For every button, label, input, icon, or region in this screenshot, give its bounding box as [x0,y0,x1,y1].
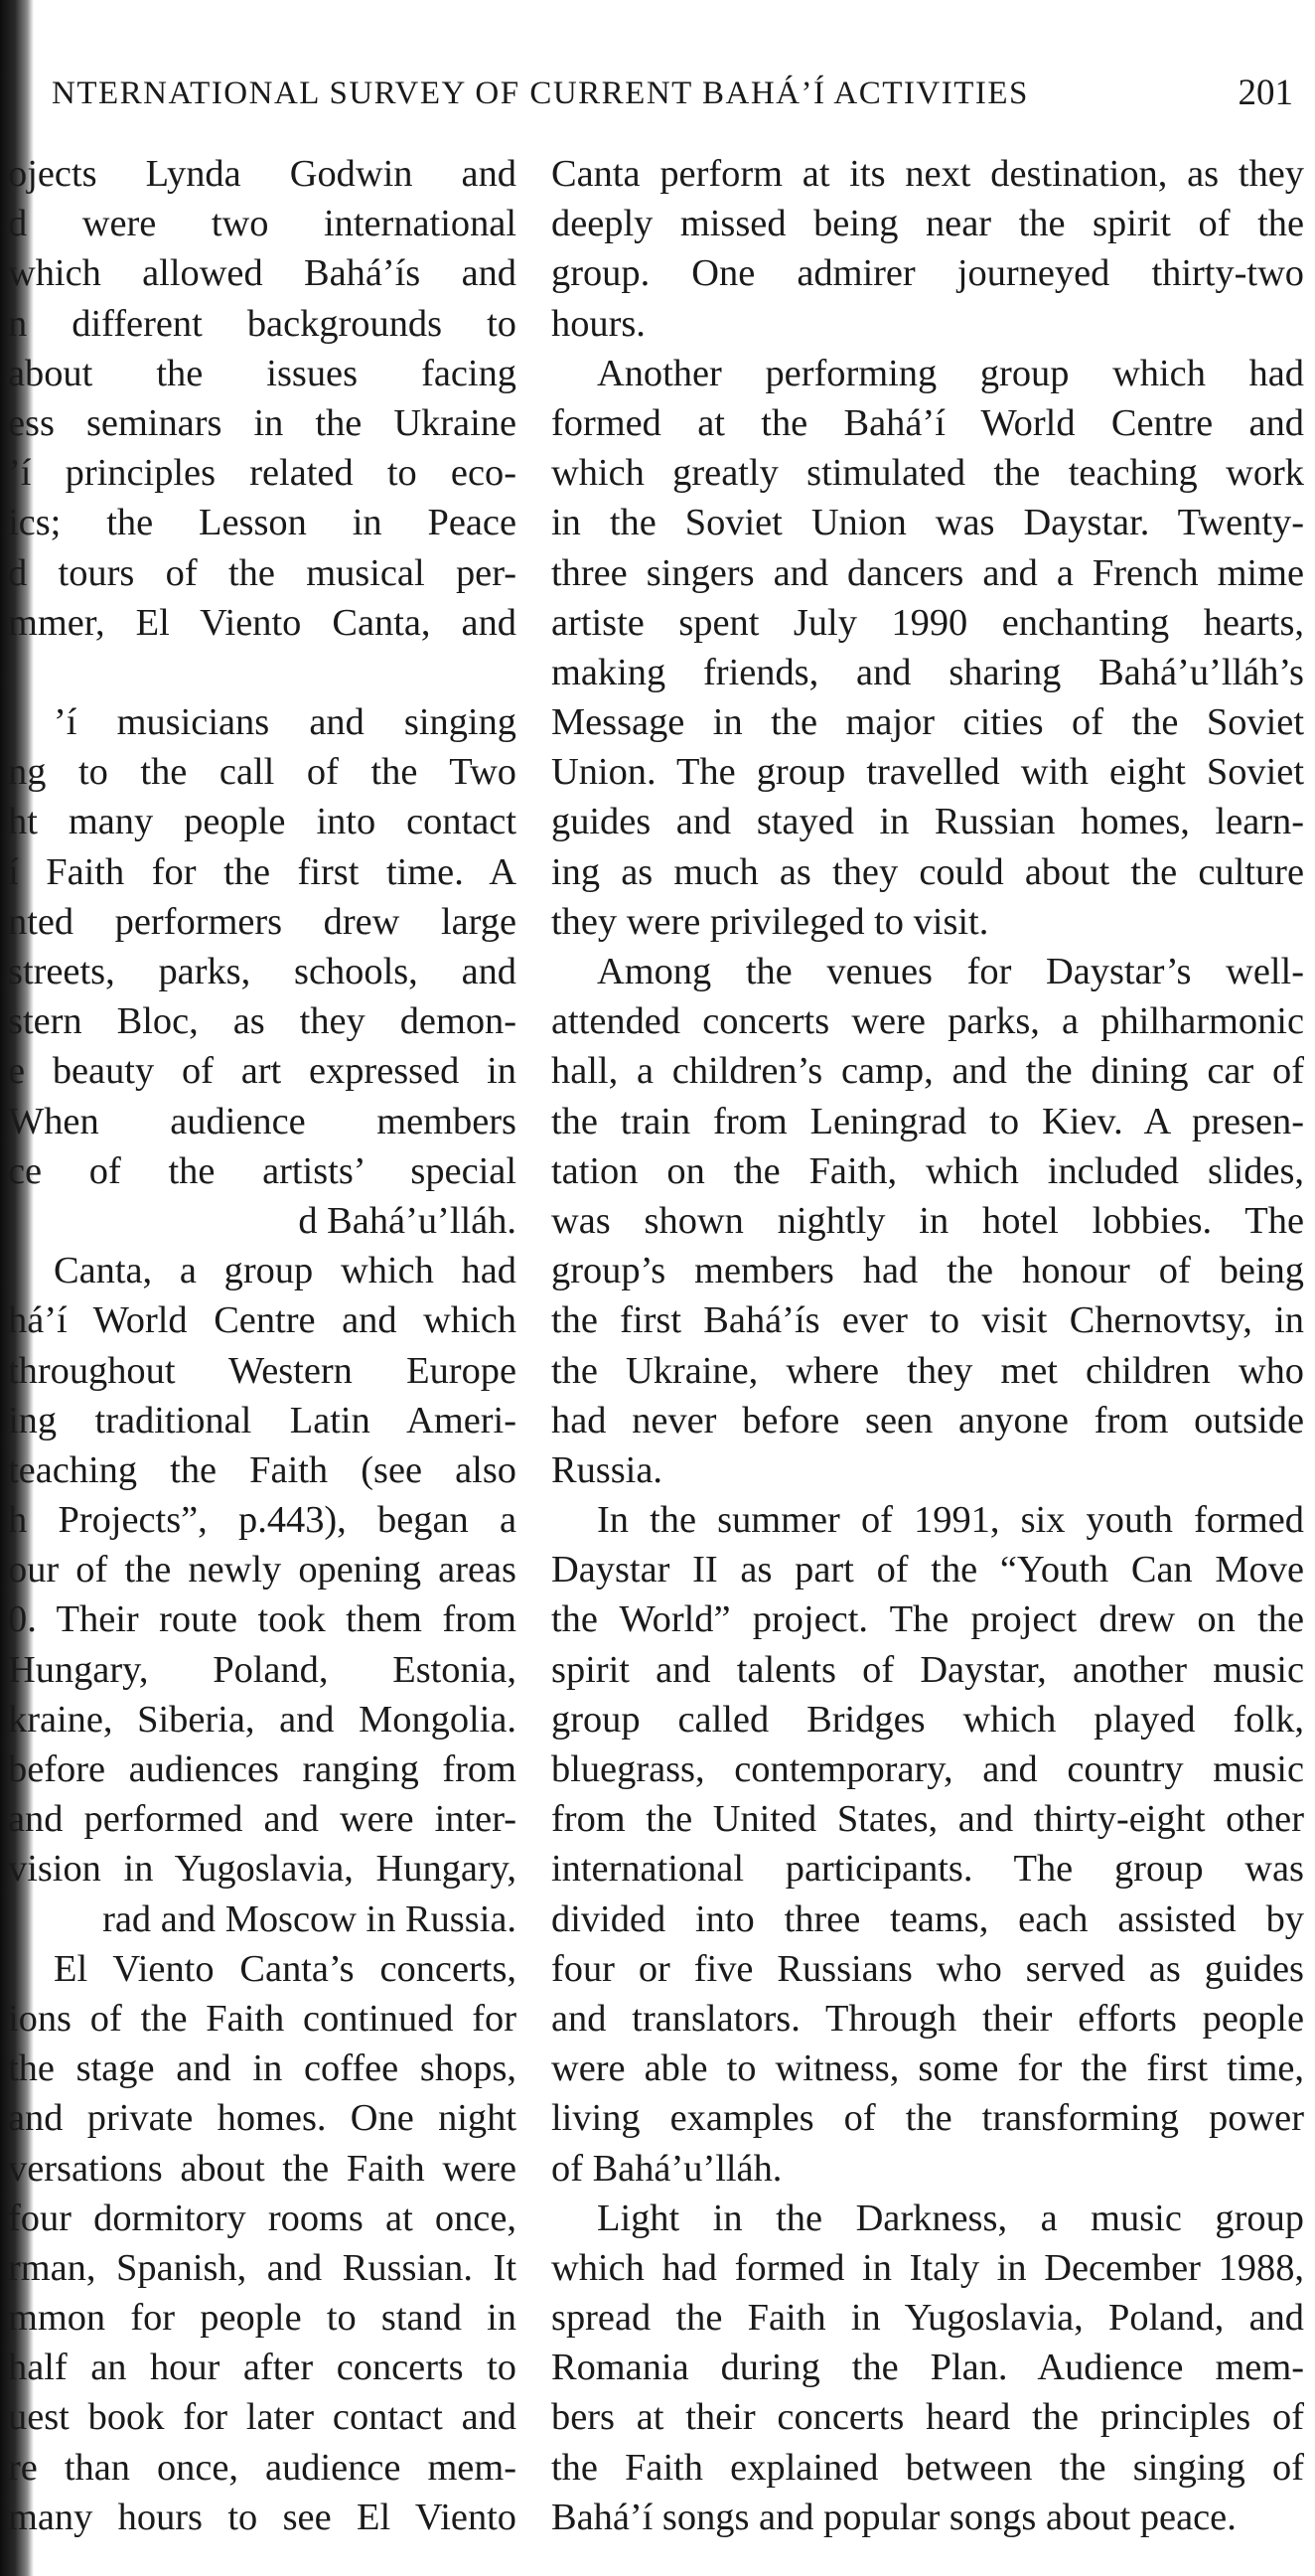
text-line: Russia. [551,1448,662,1491]
line-text: our of the newly opening areas [8,1549,516,1591]
text-line: divided into three teams, each assisted by [551,1897,1304,1940]
text-line: hours. [551,302,646,345]
text-line [8,2343,516,2392]
text-line [8,897,516,947]
line-text: about the issues facing [8,352,516,394]
text-line [8,598,516,648]
text-line: from the United States, and thirty-eight other [551,1798,1304,1841]
right-text-column [551,149,1304,2542]
line-text: mmon for people to stand in [8,2297,516,2340]
text-line: deeply missed being near the spirit of the [551,203,1304,245]
text-line: ing as much as they could about the culture [551,850,1304,893]
text-line: Daystar II as part of the “Youth Can Move [551,1549,1304,1591]
text-line [8,847,516,897]
text-line [8,2392,516,2442]
text-line: Romania during the Plan. Audience mem- [551,2347,1304,2389]
text-line [8,797,516,846]
text-line [8,1046,516,1096]
line-text: ng to the call of the Two [8,751,516,794]
line-text: and private homes. One night [8,2097,516,2140]
line-text: nted performers drew large [8,900,516,943]
line-text: which allowed Bahá’ís and [8,252,516,295]
running-title: NTERNATIONAL SURVEY OF CURRENT BAHÁ’Í ACTIVITIES [52,76,1029,111]
text-line: bluegrass, contemporary, and country music [551,1748,1304,1790]
line-text: kraine, Siberia, and Mongolia. [8,1698,516,1741]
line-text: many hours to see El Viento [8,2496,516,2538]
text-line: four or five Russians who served as guides [551,1947,1304,1990]
text-line [8,1744,516,1794]
text-line: and translators. Through their efforts people [551,1997,1304,2040]
line-text: ess seminars in the Ukraine [8,401,516,444]
text-line [8,1944,516,1994]
text-line [8,149,516,199]
text-line: bers at their concerts heard the principles of [551,2396,1304,2439]
text-line [8,1196,516,1246]
text-line [8,947,516,996]
text-line: Union. The group travelled with eight Soviet [551,751,1304,794]
text-line [8,299,516,349]
line-text: h Projects”, p.443), began a [8,1499,516,1542]
line-text: throughout Western Europe [8,1349,516,1392]
text-line: Message in the major cities of the Soviet [551,701,1304,744]
text-line [8,697,516,747]
line-text: ing traditional Latin Ameri- [8,1399,516,1441]
line-text: d Bahá’u’lláh. [298,1199,516,1242]
text-line [8,1894,516,1944]
text-line: formed at the Bahá’í World Centre and [551,401,1304,444]
line-text: ics; the Lesson in Peace [8,502,516,544]
text-line: international participants. The group was [551,1848,1304,1891]
text-line: had never before seen anyone from outside [551,1399,1304,1441]
text-line [8,1295,516,1345]
text-line [8,199,516,248]
text-line: was shown nightly in hotel lobbies. The [551,1199,1304,1242]
text-line [8,548,516,598]
text-line [8,498,516,547]
text-line [8,2044,516,2093]
line-text: e beauty of art expressed in [8,1050,516,1093]
text-line: In the summer of 1991, six youth formed [597,1499,1304,1542]
text-line: of Bahá’u’lláh. [551,2147,783,2190]
text-line: the World” project. The project drew on the [551,1598,1304,1641]
text-line: guides and stayed in Russian homes, learn- [551,801,1304,843]
line-text: stern Bloc, as they demon- [8,1000,516,1043]
text-line: Among the venues for Daystar’s well- [597,951,1304,992]
text-line [8,398,516,448]
text-line [8,2144,516,2194]
text-line: the train from Leningrad to Kiev. A presen- [551,1100,1304,1142]
text-line [8,1445,516,1495]
text-line: group called Bridges which played folk, [551,1698,1304,1741]
text-line [8,1645,516,1695]
text-line: the Ukraine, where they met children who [551,1349,1304,1392]
line-text: half an hour after concerts to [8,2347,516,2389]
text-line: group. One admirer journeyed thirty-two [551,252,1304,295]
text-line: spirit and talents of Daystar, another music [551,1648,1304,1691]
text-line: living examples of the transforming power [551,2097,1304,2140]
line-text: há’í World Centre and which [8,1299,516,1342]
line-text: streets, parks, schools, and [8,951,516,992]
line-text: uest book for later contact and [8,2396,516,2439]
text-line: the first Bahá’ís ever to visit Chernovtsy, in [551,1299,1304,1342]
text-line: attended concerts were parks, a philharmonic [551,1000,1304,1043]
text-line [8,1695,516,1744]
line-text: El Viento Canta’s concerts, [54,1947,516,1990]
line-text: ’í principles related to eco- [8,452,516,495]
line-text: mmer, El Viento Canta, and [8,601,516,644]
line-text: ht many people into contact [8,801,516,843]
text-line [8,1097,516,1146]
text-line [8,349,516,398]
left-text-column [8,149,516,2542]
line-text: teaching the Faith (see also [8,1448,516,1491]
text-line: Bahá’í songs and popular songs about peace. [551,2496,1237,2538]
text-line [8,1545,516,1594]
text-line: three singers and dancers and a French mime [551,551,1304,594]
line-text: vision in Yugoslavia, Hungary, [8,1848,516,1891]
text-line: which greatly stimulated the teaching work [551,452,1304,495]
line-text: rad and Moscow in Russia. [102,1897,516,1940]
line-text: and performed and were inter- [8,1798,516,1841]
line-text: ’í musicians and singing [54,701,516,744]
text-line [8,2293,516,2343]
text-line: were able to witness, some for the first time, [551,2047,1304,2090]
line-text: the stage and in coffee shops, [8,2047,516,2090]
text-line [8,1594,516,1644]
text-line [8,2093,516,2143]
line-text: í Faith for the first time. A [8,850,516,893]
line-text: Canta, a group which had [54,1250,516,1292]
text-line [8,1844,516,1894]
text-line: they were privileged to visit. [551,900,989,943]
text-line [8,2443,516,2493]
text-line [8,648,516,697]
text-line [8,2493,516,2542]
text-line [8,1794,516,1844]
line-text: versations about the Faith were [8,2147,516,2190]
text-line [8,1495,516,1545]
text-line: which had formed in Italy in December 1988, [551,2246,1304,2289]
line-text: four dormitory rooms at once, [8,2197,516,2239]
line-text: ce of the artists’ special [8,1149,516,1192]
line-text: Hungary, Poland, Estonia, [8,1648,516,1691]
line-text: When audience members [8,1100,516,1142]
text-line: Another performing group which had [597,352,1304,394]
text-line [8,1146,516,1196]
line-text: re than once, audience mem- [8,2446,516,2489]
line-text: d were two international [8,203,516,245]
line-text: 0. Their route took them from [8,1598,516,1641]
text-line [8,1346,516,1396]
text-line: artiste spent July 1990 enchanting hearts, [551,601,1304,644]
text-line: Light in the Darkness, a music group [597,2197,1304,2239]
text-line: Canta perform at its next destination, as they [551,153,1304,195]
page-number: 201 [1238,73,1293,113]
text-line [8,448,516,498]
text-line [8,248,516,298]
line-text: n different backgrounds to [8,302,516,345]
text-line: tation on the Faith, which included slides, [551,1149,1304,1192]
text-line: spread the Faith in Yugoslavia, Poland, and [551,2297,1304,2340]
text-line [8,2243,516,2293]
text-line [8,1246,516,1295]
line-text: ojects Lynda Godwin and [8,153,516,195]
text-line [8,1994,516,2044]
text-line: in the Soviet Union was Daystar. Twenty- [551,502,1304,544]
line-text: ions of the Faith continued for [8,1997,516,2040]
line-text: d tours of the musical per- [8,551,516,594]
text-line: making friends, and sharing Bahá’u’lláh’s [551,651,1304,693]
text-line [8,747,516,797]
line-text: before audiences ranging from [8,1748,516,1790]
text-line: hall, a children’s camp, and the dining car of [551,1050,1304,1093]
text-line [8,1396,516,1445]
text-line: group’s members had the honour of being [551,1250,1304,1292]
text-line [8,996,516,1046]
text-line [8,2194,516,2243]
text-line: the Faith explained between the singing of [551,2446,1304,2489]
line-text: rman, Spanish, and Russian. It [8,2246,516,2289]
